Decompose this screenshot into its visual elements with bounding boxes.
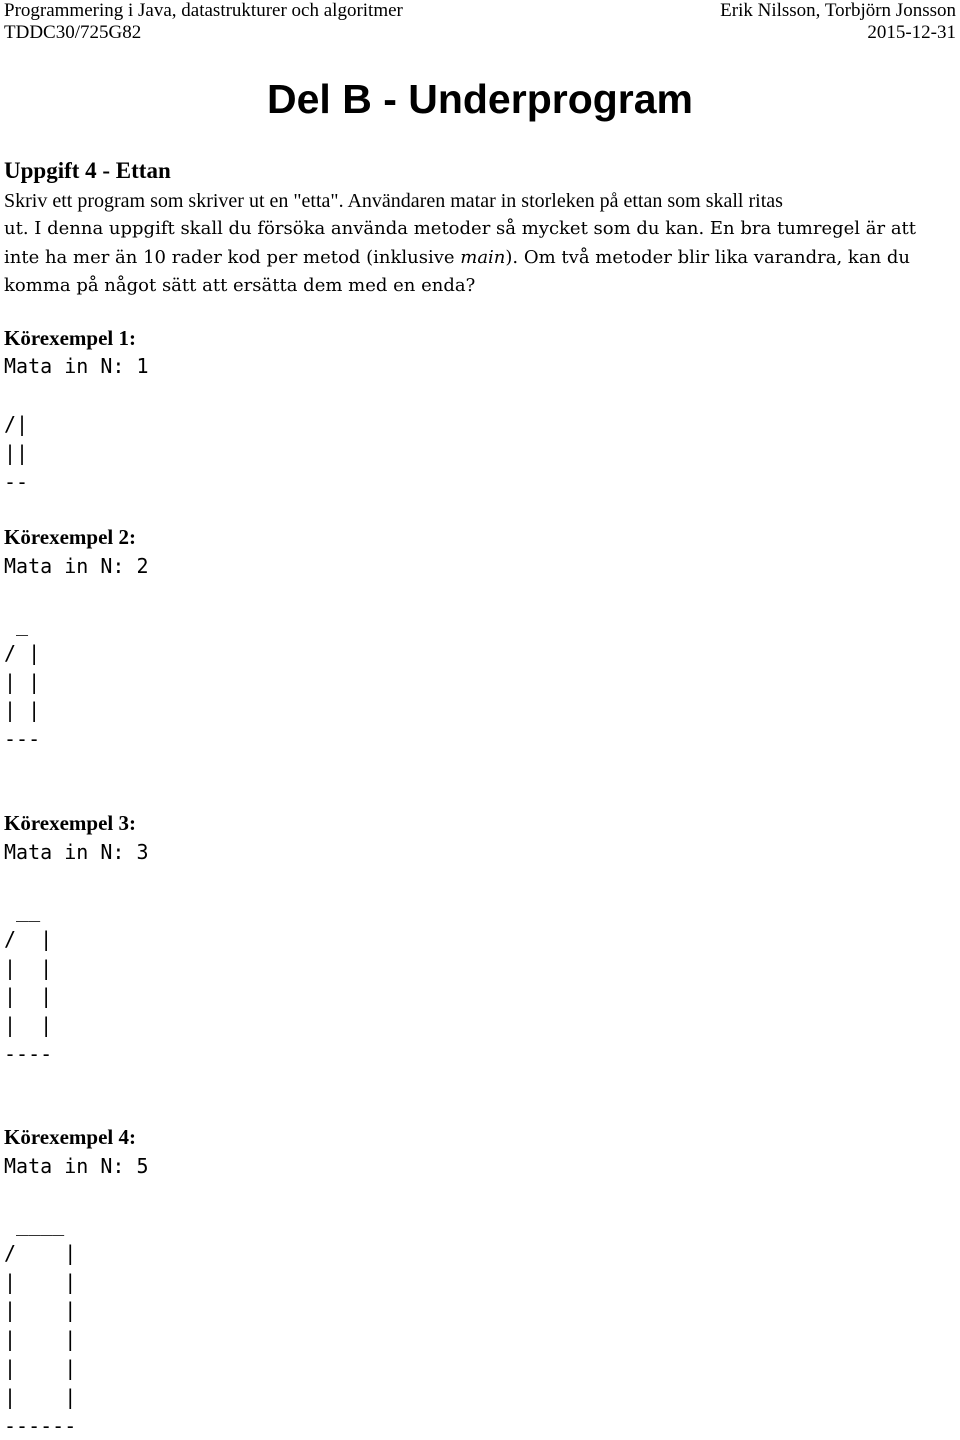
date: 2015-12-31 [867,22,956,43]
task-description [4,215,960,301]
course-code: TDDC30/725G82 [4,22,142,43]
main-keyword: main [460,246,506,268]
authors: Erik Nilsson, Torbjörn Jonsson [720,0,956,21]
example-prompt: Mata in N: 2 [4,554,149,578]
example-heading: Körexempel 2: [4,525,136,549]
example-heading: Körexempel 1: [4,326,136,350]
example-heading: Körexempel 4: [4,1125,136,1149]
task-line-text: inte ha mer än 10 rader kod per metod (inklusive [4,246,461,268]
page-title: Del B - Underprogram [267,76,693,122]
example-output: ____ / | | | | | | | | | | | ------ [4,1212,77,1438]
task-line [4,244,960,273]
example-prompt: Mata in N: 3 [4,840,149,864]
example-output: _ / | | | | | --- [4,612,41,752]
example-heading: Körexempel 3: [4,811,136,835]
task-intro: Skriv ett program som skriver ut en "etta". Användaren matar in storleken på ettan som skall ritas [4,190,783,212]
task-line: komma på något sätt att ersätta dem med en enda? [4,275,476,296]
example-output: __ / | | | | | | | ---- [4,898,53,1066]
example-prompt: Mata in N: 1 [4,354,149,378]
course-title: Programmering i Java, datastrukturer och algoritmer [4,0,403,21]
task-line: ut. I denna uppgift skall du försöka använda metoder så mycket som du kan. En bra tumregel är att [4,218,917,239]
task-heading: Uppgift 4 - Ettan [4,158,171,183]
example-output: /| || -- [4,412,29,494]
task-line-text: ). Om två metoder blir lika varandra, kan du [505,246,911,268]
example-prompt: Mata in N: 5 [4,1154,149,1178]
